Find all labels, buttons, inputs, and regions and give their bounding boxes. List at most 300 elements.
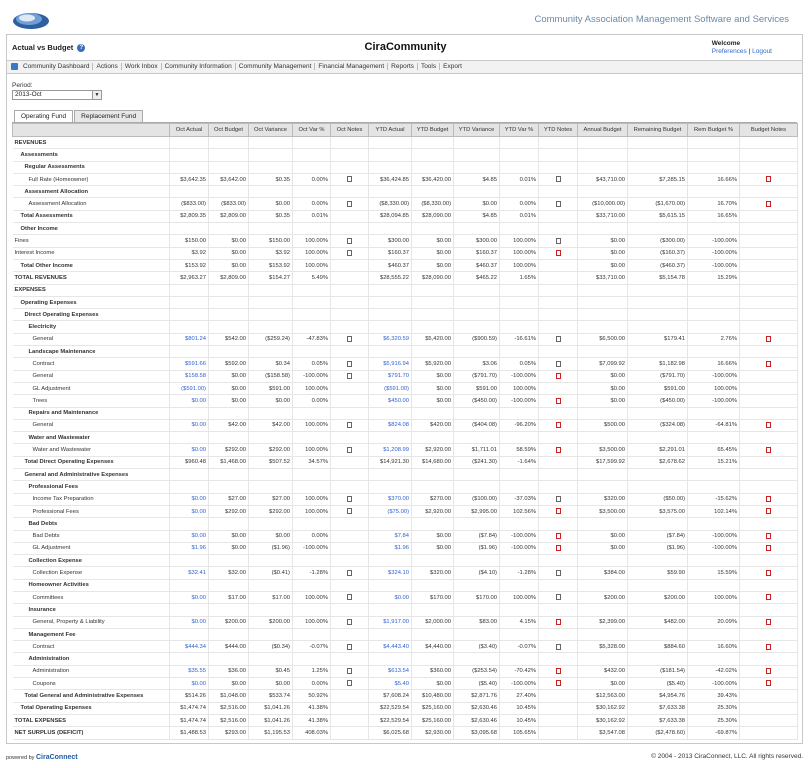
value-cell [170, 407, 209, 419]
value-cell: $1,468.00 [209, 456, 249, 468]
value-cell: $2,516.00 [209, 702, 249, 714]
note-filled-icon[interactable] [766, 545, 771, 551]
notes-cell [539, 259, 578, 271]
value-cell: 100.00% [293, 247, 331, 259]
value-cell [578, 555, 628, 567]
value-cell [369, 407, 412, 419]
value-cell [578, 518, 628, 530]
column-header: YTD Actual [369, 124, 412, 137]
notes-cell [539, 604, 578, 616]
value-cell: $30,162.92 [578, 702, 628, 714]
notes-cell [331, 505, 369, 517]
value-cell: ($791.70) [628, 370, 688, 382]
note-icon[interactable] [556, 570, 561, 576]
value-cell: $0.00 [454, 198, 500, 210]
row-label: Electricity [13, 321, 170, 333]
value-cell [688, 604, 740, 616]
page-label-text: Actual vs Budget [12, 43, 74, 52]
value-cell [249, 555, 293, 567]
amount-link[interactable]: $0.00 [369, 591, 412, 603]
notes-cell [740, 542, 798, 554]
value-cell: 10.45% [500, 714, 539, 726]
value-cell: $4,954.76 [628, 690, 688, 702]
notes-cell [539, 149, 578, 161]
amount-link[interactable]: $5,916.94 [369, 358, 412, 370]
column-header: Remaining Budget [628, 124, 688, 137]
amount-link[interactable]: $1.96 [170, 542, 209, 554]
value-cell [170, 296, 209, 308]
notes-cell [331, 678, 369, 690]
note-filled-icon[interactable] [766, 680, 771, 686]
nav-item[interactable]: Financial Management [315, 63, 388, 70]
value-cell: $17.00 [209, 591, 249, 603]
amount-link[interactable]: ($591.00) [170, 382, 209, 394]
value-cell: 1.65% [500, 272, 539, 284]
row-label: Regular Assessments [13, 161, 170, 173]
table-header-row [13, 124, 798, 137]
note-icon[interactable] [347, 496, 352, 502]
note-filled-icon[interactable] [766, 336, 771, 342]
note-filled-icon[interactable] [556, 398, 561, 404]
notes-cell [740, 665, 798, 677]
value-cell [369, 161, 412, 173]
amount-link[interactable]: $1,208.99 [369, 444, 412, 456]
value-cell: $59.90 [628, 567, 688, 579]
value-cell [412, 161, 454, 173]
value-cell: 25.30% [688, 702, 740, 714]
amount-link[interactable]: $0.00 [170, 444, 209, 456]
value-cell: $5,615.15 [628, 210, 688, 222]
note-filled-icon[interactable] [556, 422, 561, 428]
value-cell: $22,529.54 [369, 702, 412, 714]
value-cell: -96.20% [500, 419, 539, 431]
value-cell: $0.00 [249, 198, 293, 210]
value-cell [500, 579, 539, 591]
row-label: Professional Fees [13, 481, 170, 493]
table-row [13, 432, 798, 444]
value-cell [170, 149, 209, 161]
value-cell [454, 137, 500, 149]
value-cell: $270.00 [412, 493, 454, 505]
note-icon[interactable] [556, 176, 561, 182]
value-cell [454, 518, 500, 530]
dashboard-icon [11, 63, 18, 70]
value-cell [209, 284, 249, 296]
amount-link[interactable]: ($591.00) [369, 382, 412, 394]
column-header: Oct Notes [331, 124, 369, 137]
value-cell: 100.00% [293, 493, 331, 505]
value-cell: $300.00 [369, 235, 412, 247]
value-cell [628, 296, 688, 308]
value-cell: -100.00% [688, 259, 740, 271]
value-cell: -64.81% [688, 419, 740, 431]
value-cell: $153.92 [170, 259, 209, 271]
notes-cell [740, 370, 798, 382]
value-cell: $2,809.00 [209, 272, 249, 284]
nav-item[interactable]: Actions [93, 63, 121, 70]
value-cell: ($10,000.00) [578, 198, 628, 210]
notes-cell [539, 641, 578, 653]
amount-link[interactable]: $32.41 [170, 567, 209, 579]
value-cell [369, 149, 412, 161]
value-cell [209, 346, 249, 358]
value-cell [628, 518, 688, 530]
row-label: Other Income [13, 223, 170, 235]
value-cell [500, 296, 539, 308]
amount-link[interactable]: $4,443.40 [369, 641, 412, 653]
amount-link[interactable]: $5.40 [369, 678, 412, 690]
amount-link[interactable]: $35.55 [170, 665, 209, 677]
notes-cell [740, 395, 798, 407]
note-filled-icon[interactable] [766, 201, 771, 207]
note-icon[interactable] [347, 644, 352, 650]
value-cell: $533.74 [249, 690, 293, 702]
period-select[interactable] [12, 90, 102, 100]
nav-item[interactable]: Tools [418, 63, 440, 70]
value-cell: 100.00% [293, 419, 331, 431]
value-cell [454, 284, 500, 296]
amount-link[interactable]: $444.34 [170, 641, 209, 653]
notes-cell [740, 161, 798, 173]
value-cell: $2,000.00 [412, 616, 454, 628]
value-cell [209, 223, 249, 235]
row-label: Trees [13, 395, 170, 407]
value-cell: 100.00% [293, 235, 331, 247]
value-cell [412, 604, 454, 616]
value-cell: $591.00 [628, 382, 688, 394]
amount-link[interactable]: $324.10 [369, 567, 412, 579]
note-filled-icon[interactable] [766, 570, 771, 576]
page-footer [6, 750, 803, 762]
amount-link[interactable]: $450.00 [369, 395, 412, 407]
amount-link[interactable]: $6,320.59 [369, 333, 412, 345]
notes-cell [331, 247, 369, 259]
note-filled-icon[interactable] [766, 361, 771, 367]
notes-cell [331, 382, 369, 394]
notes-cell [740, 678, 798, 690]
note-filled-icon[interactable] [556, 533, 561, 539]
value-cell [500, 149, 539, 161]
notes-cell [740, 702, 798, 714]
note-icon[interactable] [347, 238, 352, 244]
column-header: Rem Budget % [688, 124, 740, 137]
notes-cell [740, 346, 798, 358]
value-cell [628, 579, 688, 591]
amount-link[interactable]: ($75.00) [369, 505, 412, 517]
powered-by-text: powered by [6, 755, 35, 761]
note-filled-icon[interactable] [766, 496, 771, 502]
nav-item[interactable]: Work Inbox [122, 63, 162, 70]
column-header: YTD Notes [539, 124, 578, 137]
note-filled-icon[interactable] [556, 668, 561, 674]
notes-cell [539, 395, 578, 407]
tab-operating-fund[interactable]: Operating Fund [14, 110, 73, 122]
help-icon[interactable]: ? [77, 44, 85, 52]
value-cell [500, 309, 539, 321]
note-filled-icon[interactable] [556, 680, 561, 686]
notes-cell [539, 665, 578, 677]
value-cell: $465.22 [454, 272, 500, 284]
value-cell: 16.66% [688, 173, 740, 185]
value-cell [412, 628, 454, 640]
value-cell: $591.00 [454, 382, 500, 394]
value-cell: 41.38% [293, 714, 331, 726]
note-icon[interactable] [347, 201, 352, 207]
welcome-text: Welcome [711, 40, 741, 47]
amount-link[interactable]: $0.00 [170, 493, 209, 505]
note-filled-icon[interactable] [766, 619, 771, 625]
row-label: Repairs and Maintenance [13, 407, 170, 419]
value-cell: ($404.08) [454, 419, 500, 431]
value-cell: 16.70% [688, 198, 740, 210]
row-label: General [13, 419, 170, 431]
note-filled-icon[interactable] [766, 508, 771, 514]
value-cell: $10,480.00 [412, 690, 454, 702]
value-cell [578, 469, 628, 481]
notes-cell [331, 259, 369, 271]
value-cell [170, 555, 209, 567]
table-row [13, 653, 798, 665]
value-cell: 0.01% [500, 210, 539, 222]
amount-link[interactable]: $613.54 [369, 665, 412, 677]
note-icon[interactable] [347, 680, 352, 686]
value-cell [209, 469, 249, 481]
note-filled-icon[interactable] [766, 594, 771, 600]
note-icon[interactable] [556, 201, 561, 207]
note-filled-icon[interactable] [556, 545, 561, 551]
value-cell [688, 161, 740, 173]
note-icon[interactable] [347, 508, 352, 514]
value-cell: $360.00 [412, 665, 454, 677]
amount-link[interactable]: $824.08 [369, 419, 412, 431]
table-row [13, 395, 798, 407]
amount-link[interactable]: $1.96 [369, 542, 412, 554]
value-cell [688, 579, 740, 591]
row-label: TOTAL REVENUES [13, 272, 170, 284]
value-cell: $42.00 [249, 419, 293, 431]
amount-link[interactable]: $7.84 [369, 530, 412, 542]
amount-link[interactable]: $0.00 [170, 395, 209, 407]
value-cell: $460.37 [369, 259, 412, 271]
notes-cell [539, 628, 578, 640]
table-row [13, 665, 798, 677]
value-cell: $0.00 [412, 235, 454, 247]
notes-cell [331, 444, 369, 456]
notes-cell [539, 370, 578, 382]
value-cell: 10.45% [500, 702, 539, 714]
value-cell [688, 518, 740, 530]
note-filled-icon[interactable] [556, 447, 561, 453]
note-filled-icon[interactable] [766, 533, 771, 539]
value-cell: -16.61% [500, 333, 539, 345]
value-cell: $3,575.00 [628, 505, 688, 517]
note-icon[interactable] [556, 336, 561, 342]
value-cell [578, 149, 628, 161]
amount-link[interactable]: $791.70 [369, 370, 412, 382]
note-filled-icon[interactable] [766, 668, 771, 674]
row-label: Direct Operating Expenses [13, 309, 170, 321]
tab-replacement-fund[interactable]: Replacement Fund [74, 110, 143, 122]
value-cell [293, 284, 331, 296]
value-cell: $5,420.00 [412, 333, 454, 345]
value-cell: $6,025.68 [369, 727, 412, 739]
table-row [13, 149, 798, 161]
notes-cell [539, 173, 578, 185]
notes-cell [331, 407, 369, 419]
logout-link[interactable]: Logout [752, 48, 772, 55]
value-cell [628, 346, 688, 358]
value-cell: $33,710.00 [578, 210, 628, 222]
value-cell: $2,809.00 [209, 210, 249, 222]
amount-link[interactable]: $0.00 [170, 591, 209, 603]
note-icon[interactable] [347, 668, 352, 674]
value-cell [249, 469, 293, 481]
value-cell [369, 321, 412, 333]
note-icon[interactable] [347, 447, 352, 453]
note-filled-icon[interactable] [766, 447, 771, 453]
value-cell: $36.00 [209, 665, 249, 677]
value-cell: -0.07% [293, 641, 331, 653]
value-cell [209, 432, 249, 444]
value-cell [688, 469, 740, 481]
value-cell: $0.00 [412, 382, 454, 394]
column-header: Oct Actual [170, 124, 209, 137]
note-icon[interactable] [347, 619, 352, 625]
value-cell: 0.00% [293, 530, 331, 542]
table-row [13, 690, 798, 702]
notes-cell [740, 493, 798, 505]
note-icon[interactable] [347, 336, 352, 342]
notes-cell [539, 616, 578, 628]
nav-item[interactable]: Community Management [236, 63, 316, 70]
note-filled-icon[interactable] [556, 619, 561, 625]
amount-link[interactable]: $801.24 [170, 333, 209, 345]
copyright: © 2004 - 2013 CiraConnect, LLC. All rights reserved. [651, 753, 803, 760]
value-cell: $0.00 [412, 259, 454, 271]
note-filled-icon[interactable] [556, 373, 561, 379]
amount-link[interactable]: $158.58 [170, 370, 209, 382]
note-icon[interactable] [347, 361, 352, 367]
note-icon[interactable] [347, 594, 352, 600]
value-cell: $507.52 [249, 456, 293, 468]
value-cell [578, 161, 628, 173]
notes-cell [331, 333, 369, 345]
nav-item[interactable]: Export [443, 63, 462, 70]
amount-link[interactable]: $0.00 [170, 419, 209, 431]
notes-cell [740, 419, 798, 431]
amount-link[interactable]: $0.00 [170, 678, 209, 690]
note-filled-icon[interactable] [766, 644, 771, 650]
value-cell: -100.00% [500, 530, 539, 542]
amount-link[interactable]: $370.00 [369, 493, 412, 505]
value-cell: 16.66% [688, 358, 740, 370]
row-label: Water and Wastewater [13, 444, 170, 456]
value-cell: $0.00 [578, 678, 628, 690]
value-cell [454, 604, 500, 616]
amount-link[interactable]: $591.66 [170, 358, 209, 370]
cira-logo-icon [12, 8, 50, 30]
notes-cell [539, 432, 578, 444]
notes-cell [539, 137, 578, 149]
notes-cell [740, 555, 798, 567]
value-cell [249, 321, 293, 333]
note-icon[interactable] [347, 570, 352, 576]
notes-cell [331, 591, 369, 603]
note-icon[interactable] [556, 496, 561, 502]
preferences-link[interactable]: Preferences [711, 48, 747, 55]
notes-cell [740, 235, 798, 247]
value-cell: $0.00 [578, 542, 628, 554]
value-cell [209, 579, 249, 591]
note-icon[interactable] [556, 361, 561, 367]
notes-cell [331, 309, 369, 321]
column-header [13, 124, 170, 137]
value-cell [628, 321, 688, 333]
nav-item[interactable]: Reports [388, 63, 418, 70]
amount-link[interactable]: $1,917.00 [369, 616, 412, 628]
notes-cell [539, 456, 578, 468]
value-cell: $0.00 [412, 247, 454, 259]
note-icon[interactable] [556, 238, 561, 244]
value-cell: 65.45% [688, 444, 740, 456]
note-icon[interactable] [347, 422, 352, 428]
note-icon[interactable] [347, 373, 352, 379]
nav-item[interactable]: Community Dashboard [20, 63, 93, 70]
note-icon[interactable] [556, 594, 561, 600]
row-label: General and Administrative Expenses [13, 469, 170, 481]
note-icon[interactable] [347, 176, 352, 182]
notes-cell [331, 358, 369, 370]
note-icon[interactable] [347, 250, 352, 256]
value-cell [628, 149, 688, 161]
value-cell [628, 284, 688, 296]
notes-cell [740, 567, 798, 579]
table-row [13, 419, 798, 431]
value-cell: -100.00% [500, 542, 539, 554]
table-row [13, 555, 798, 567]
column-header: Oct Budget [209, 124, 249, 137]
value-cell: $36,424.85 [369, 173, 412, 185]
value-cell: ($2,478.60) [628, 727, 688, 739]
nav-item[interactable]: Community Information [162, 63, 236, 70]
amount-link[interactable]: $0.00 [170, 616, 209, 628]
amount-link[interactable]: $0.00 [170, 505, 209, 517]
value-cell: $0.00 [578, 247, 628, 259]
notes-cell [331, 346, 369, 358]
note-filled-icon[interactable] [556, 508, 561, 514]
notes-cell [331, 616, 369, 628]
notes-cell [539, 223, 578, 235]
value-cell [369, 579, 412, 591]
value-cell: $300.00 [454, 235, 500, 247]
value-cell [209, 518, 249, 530]
notes-cell [331, 481, 369, 493]
value-cell [412, 137, 454, 149]
value-cell: $6,500.00 [578, 333, 628, 345]
amount-link[interactable]: $0.00 [170, 530, 209, 542]
note-filled-icon[interactable] [766, 176, 771, 182]
value-cell: ($158.58) [249, 370, 293, 382]
value-cell: $27.00 [249, 493, 293, 505]
value-cell: $0.00 [578, 382, 628, 394]
notes-cell [740, 579, 798, 591]
notes-cell [539, 542, 578, 554]
table-row [13, 346, 798, 358]
note-filled-icon[interactable] [556, 250, 561, 256]
note-icon[interactable] [556, 644, 561, 650]
note-filled-icon[interactable] [766, 422, 771, 428]
value-cell [412, 555, 454, 567]
